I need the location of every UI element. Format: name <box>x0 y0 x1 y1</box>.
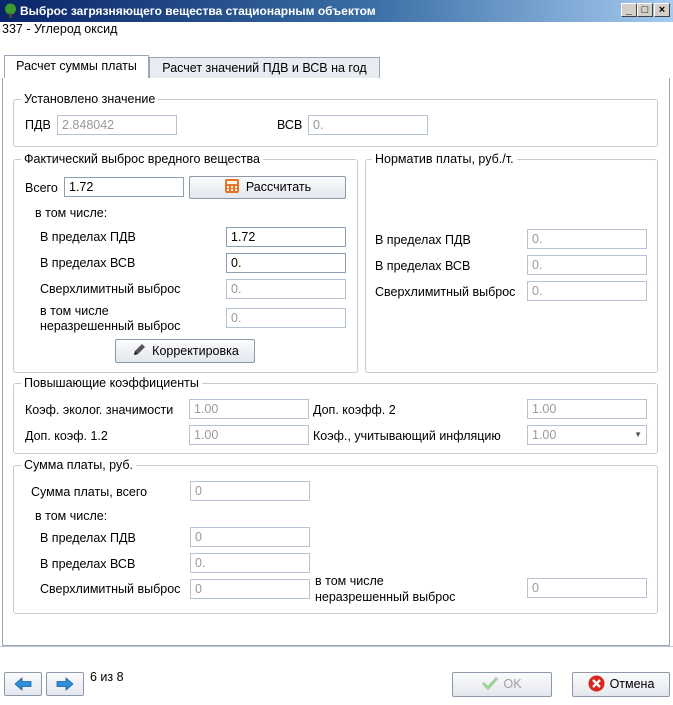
actual-unauth-input[interactable]: 0. <box>226 308 346 328</box>
sum-unauth-label-2: неразрешенный выброс <box>315 590 456 604</box>
sum-over-input[interactable]: 0 <box>190 579 310 599</box>
sum-total-input[interactable]: 0 <box>190 481 310 501</box>
sum-over-label: Сверхлимитный выброс <box>40 582 181 596</box>
add-coef-2-label: Доп. коэфф. 2 <box>313 403 396 417</box>
page-counter: 6 из 8 <box>90 670 124 684</box>
cancel-icon <box>588 675 605 692</box>
substance-name: 337 - Углерод оксид <box>2 22 118 36</box>
footer-divider <box>0 646 673 647</box>
norm-over-label: Сверхлимитный выброс <box>375 285 516 299</box>
tab-payment-sum[interactable]: Расчет суммы платы <box>4 55 149 79</box>
coefficients-group-title: Повышающие коэффициенты <box>21 376 202 390</box>
actual-emission-group-title: Фактический выброс вредного вещества <box>21 152 263 166</box>
sum-total-label: Сумма платы, всего <box>31 485 148 499</box>
actual-vsv-label: В пределах ВСВ <box>40 256 136 270</box>
sum-including-label: в том числе: <box>35 509 108 523</box>
established-vsv-input[interactable]: 0. <box>308 115 428 135</box>
cancel-button[interactable] <box>572 672 670 697</box>
actual-pdv-label: В пределах ПДВ <box>40 230 136 244</box>
add-coef-2-input[interactable]: 1.00 <box>527 399 647 419</box>
arrow-right-icon <box>55 677 75 691</box>
checkmark-icon <box>482 676 498 690</box>
eco-coef-label: Коэф. эколог. значимости <box>25 403 174 417</box>
add-coef-12-label: Доп. коэф. 1.2 <box>25 429 108 443</box>
pencil-icon <box>131 342 147 358</box>
close-button[interactable]: × <box>654 3 670 17</box>
window-title: Выброс загрязняющего вещества стационарным объектом <box>20 4 376 18</box>
actual-pdv-input[interactable]: 1.72 <box>226 227 346 247</box>
actual-unauth-label-2: неразрешенный выброс <box>40 319 181 333</box>
actual-including-label: в том числе: <box>35 206 108 220</box>
inflation-coef-select[interactable] <box>527 425 647 445</box>
norm-vsv-label: В пределах ВСВ <box>375 259 471 273</box>
chevron-down-icon[interactable]: ▼ <box>634 430 642 439</box>
tree-icon <box>3 3 18 18</box>
norm-vsv-input[interactable]: 0. <box>527 255 647 275</box>
inflation-coef-label: Коэф., учитывающий инфляцию <box>313 429 501 443</box>
maximize-button[interactable]: □ <box>637 3 653 17</box>
established-vsv-label: ВСВ <box>277 118 303 132</box>
next-button[interactable] <box>46 672 84 696</box>
norm-pdv-label: В пределах ПДВ <box>375 233 471 247</box>
actual-unauth-label-1: в том числе <box>40 304 109 318</box>
ok-button[interactable] <box>452 672 552 697</box>
payment-sum-group-title: Сумма платы, руб. <box>21 458 136 472</box>
sum-pdv-input[interactable]: 0 <box>190 527 310 547</box>
ok-button-label: OK <box>503 677 522 691</box>
cancel-button-label: Отмена <box>609 677 655 691</box>
eco-coef-input[interactable]: 1.00 <box>189 399 309 419</box>
norm-pdv-input[interactable]: 0. <box>527 229 647 249</box>
calculate-button-label: Рассчитать <box>245 180 312 194</box>
correction-button[interactable] <box>115 339 255 363</box>
norm-over-input[interactable]: 0. <box>527 281 647 301</box>
actual-total-input[interactable]: 1.72 <box>64 177 184 197</box>
established-pdv-label: ПДВ <box>25 118 51 132</box>
established-group-title: Установлено значение <box>21 92 158 106</box>
norm-group-title: Норматив платы, руб./т. <box>372 152 517 166</box>
actual-vsv-input[interactable]: 0. <box>226 253 346 273</box>
sum-vsv-label: В пределах ВСВ <box>40 557 136 571</box>
sum-vsv-input[interactable]: 0. <box>190 553 310 573</box>
sum-pdv-label: В пределах ПДВ <box>40 531 136 545</box>
calculator-icon <box>224 178 240 194</box>
inflation-coef-value: 1.00 <box>532 428 557 442</box>
actual-over-label: Сверхлимитный выброс <box>40 282 181 296</box>
sum-unauth-input[interactable]: 0 <box>527 578 647 598</box>
tab-pdv-vsv-year[interactable]: Расчет значений ПДВ и ВСВ на год <box>149 57 380 79</box>
actual-over-input[interactable]: 0. <box>226 279 346 299</box>
calculate-button[interactable] <box>189 176 346 199</box>
minimize-button[interactable]: _ <box>621 3 637 17</box>
sum-unauth-label-1: в том числе <box>315 574 384 588</box>
established-pdv-input[interactable]: 2.848042 <box>57 115 177 135</box>
add-coef-12-input[interactable]: 1.00 <box>189 425 309 445</box>
arrow-left-icon <box>13 677 33 691</box>
correction-button-label: Корректировка <box>152 344 239 358</box>
previous-button[interactable] <box>4 672 42 696</box>
actual-total-label: Всего <box>25 181 58 195</box>
